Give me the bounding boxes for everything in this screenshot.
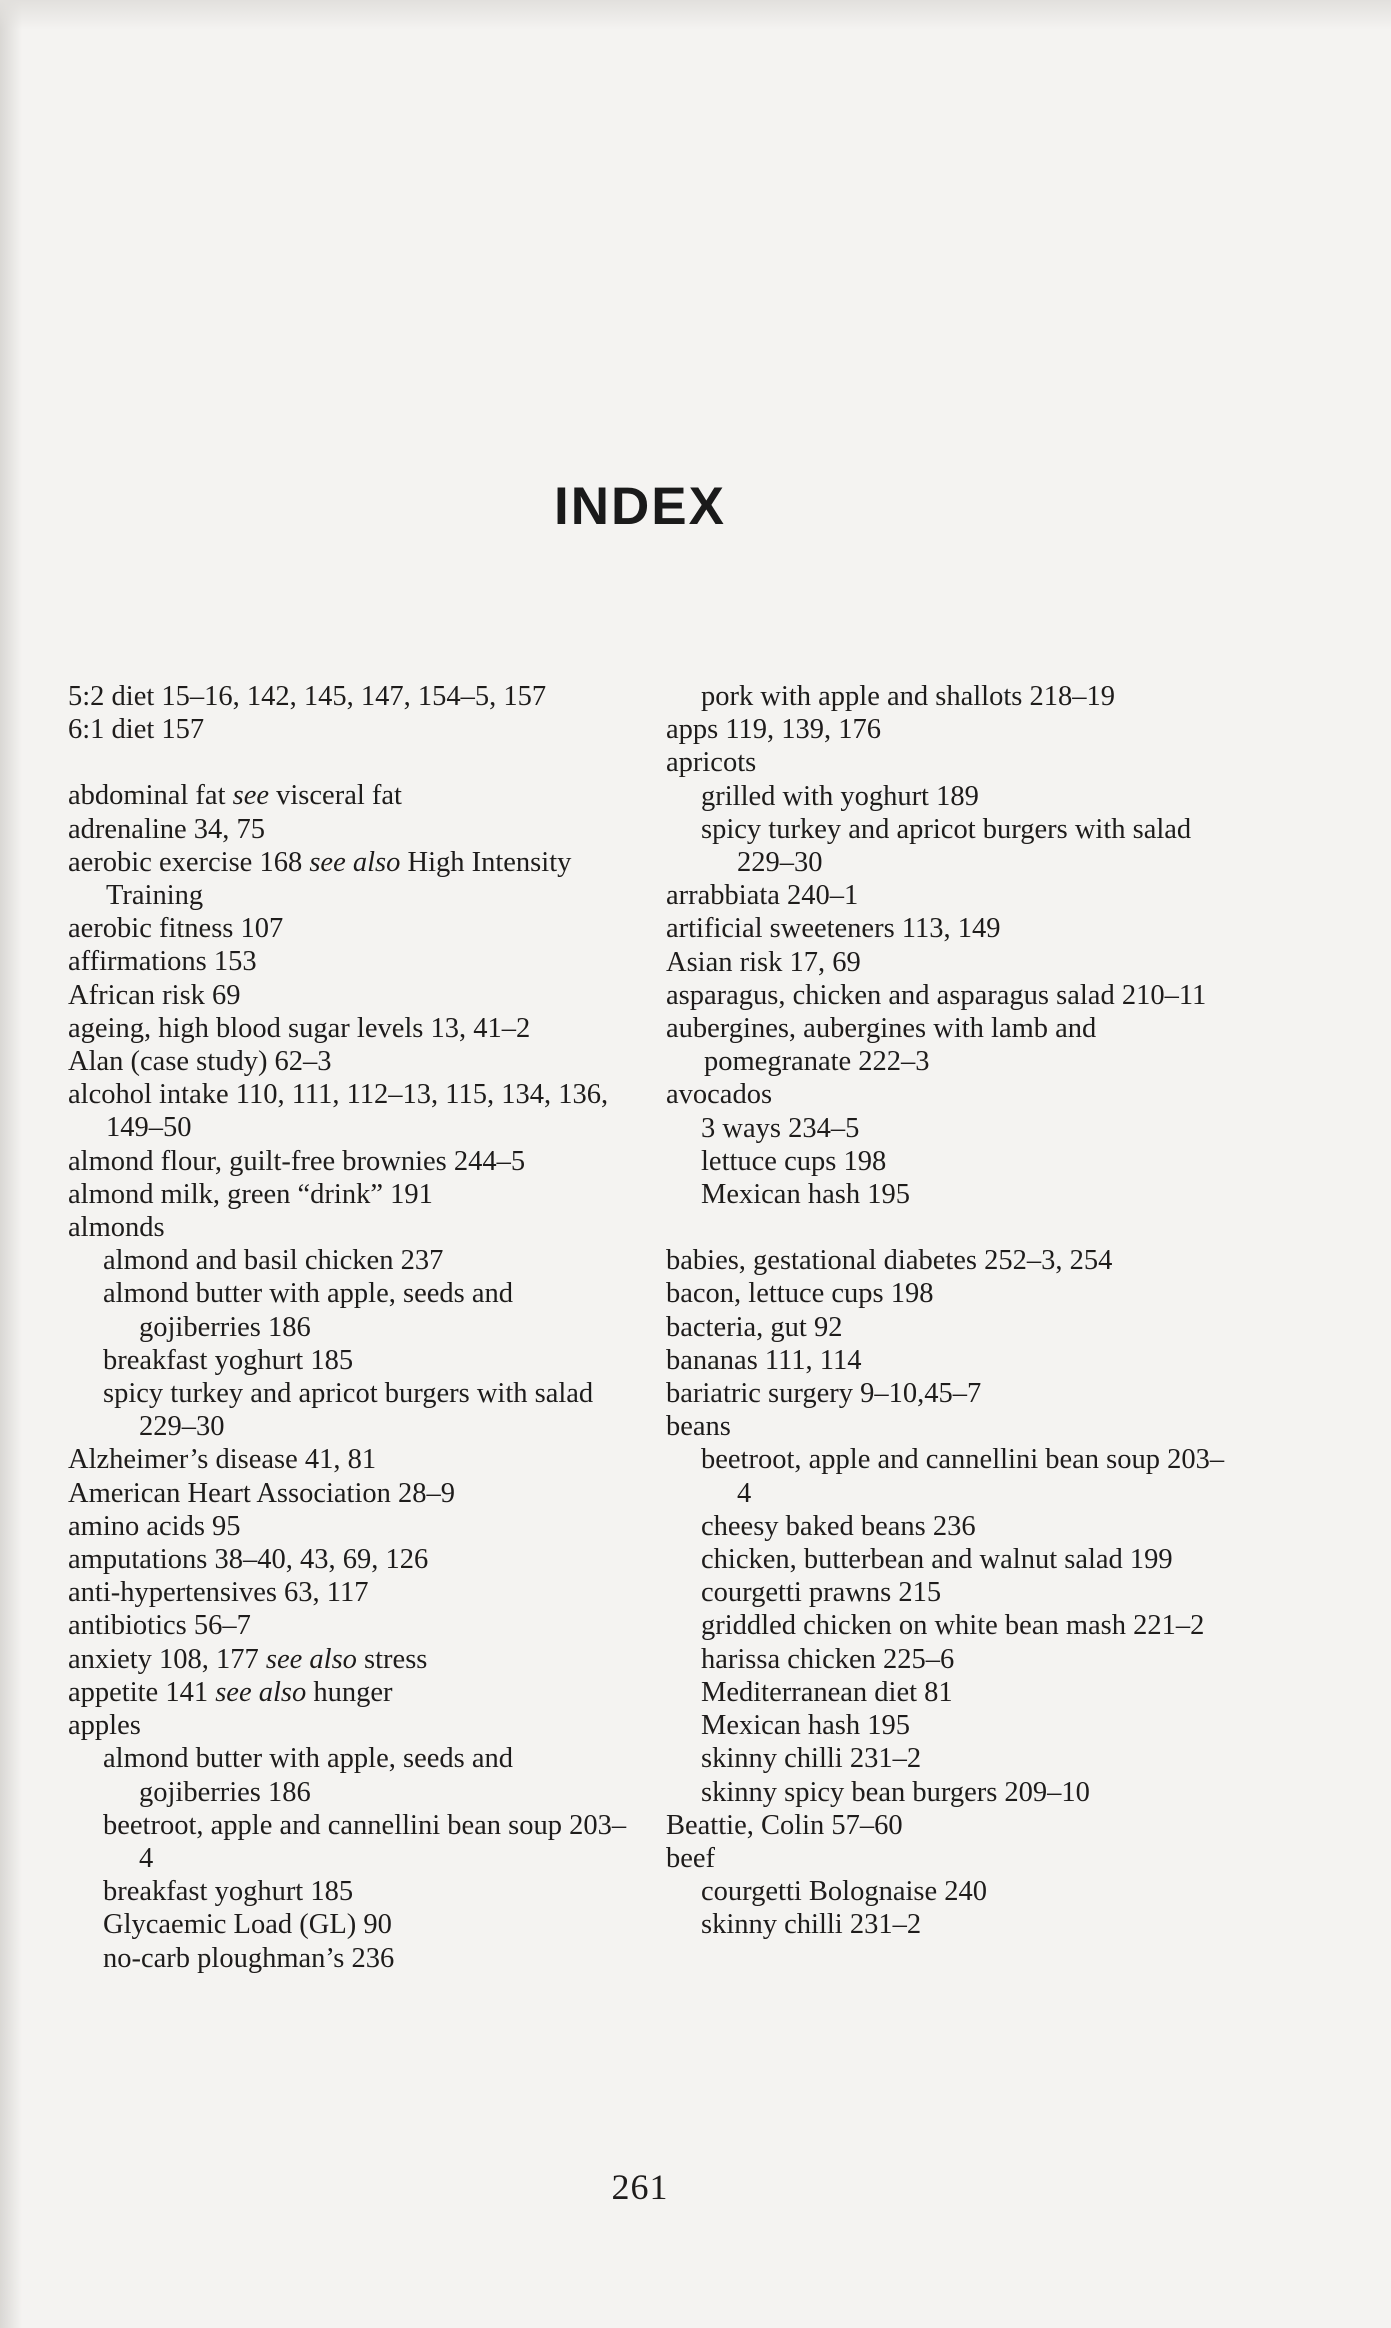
index-entry: ageing, high blood sugar levels 13, 41–2	[68, 1012, 531, 1044]
index-subentry: beetroot, apple and cannellini bean soup 203–4	[701, 1444, 1225, 1509]
index-subentry: skinny chilli 231–2	[701, 1909, 922, 1941]
page-edge-shadow	[0, 0, 22, 2328]
index-entry: artificial sweeteners 113, 149	[666, 913, 1001, 945]
index-entry: amino acids 95	[68, 1510, 241, 1542]
index-subentry: almond butter with apple, seeds and gojiberries 186	[103, 1743, 513, 1808]
index-entry: adrenaline 34, 75	[68, 813, 266, 845]
index-entry: bananas 111, 114	[666, 1344, 862, 1376]
index-subentry: beetroot, apple and cannellini bean soup 203–4	[103, 1809, 627, 1874]
index-entry: African risk 69	[68, 979, 241, 1011]
index-subentry: grilled with yoghurt 189	[701, 780, 979, 812]
index-entry: bacon, lettuce cups 198	[666, 1278, 934, 1310]
index-subentry: courgetti Bolognaise 240	[701, 1876, 988, 1908]
index-subentry: chicken, butterbean and walnut salad 199	[701, 1544, 1173, 1576]
index-subentry: Mediterranean diet 81	[701, 1676, 953, 1708]
index-subentry: griddled chicken on white bean mash 221–2	[701, 1610, 1205, 1642]
index-entry: aubergines, aubergines with lamb and pomegranate 222–3	[666, 1013, 1097, 1078]
index-entry: bacteria, gut 92	[666, 1311, 843, 1343]
index-entry: beef	[666, 1842, 716, 1874]
index-entry: 5:2 diet 15–16, 142, 145, 147, 154–5, 157	[68, 681, 547, 712]
index-entry: almond milk, green “drink” 191	[68, 1178, 433, 1210]
index-entry: aerobic exercise 168 see also High Intensity Training	[68, 846, 572, 912]
index-subentry: no-carb ploughman’s 236	[103, 1942, 395, 1974]
index-entry: abdominal fat see visceral fat	[68, 780, 402, 812]
index-subentry: almond and basil chicken 237	[103, 1245, 444, 1277]
index-subentry: spicy turkey and apricot burgers with salad 229–30	[103, 1378, 594, 1443]
index-subentry: 3 ways 234–5	[701, 1112, 860, 1144]
index-subentry: pork with apple and shallots 218–19	[701, 681, 1115, 712]
page-number: 261	[611, 2167, 669, 2207]
index-subentry: breakfast yoghurt 185	[103, 1876, 354, 1908]
index-subentry: lettuce cups 198	[701, 1145, 887, 1177]
index-column-left	[68, 680, 628, 1975]
index-entry: apples	[68, 1710, 141, 1742]
index-subentry: courgetti prawns 215	[701, 1577, 942, 1609]
index-entry: anxiety 108, 177 see also stress	[68, 1643, 428, 1675]
index-entry: avocados	[666, 1079, 773, 1111]
index-entry: babies, gestational diabetes 252–3, 254	[666, 1245, 1113, 1277]
index-entry: appetite 141 see also hunger	[68, 1676, 393, 1708]
index-subentry: harissa chicken 225–6	[701, 1643, 955, 1675]
page-title: INDEX	[554, 477, 726, 536]
index-entry: Alan (case study) 62–3	[68, 1046, 332, 1078]
index-subentry: spicy turkey and apricot burgers with salad 229–30	[701, 813, 1192, 879]
index-subentry: Mexican hash 195	[701, 1179, 910, 1211]
index-subentry: breakfast yoghurt 185	[103, 1344, 354, 1376]
page-top-shadow	[0, 0, 1391, 30]
index-entry: affirmations 153	[68, 946, 257, 978]
index-entry: apps 119, 139, 176	[666, 714, 882, 746]
index-entry: 6:1 diet 157	[68, 714, 205, 746]
index-subentry: skinny chilli 231–2	[701, 1743, 922, 1775]
index-entry: almonds	[68, 1212, 165, 1244]
index-entry: antibiotics 56–7	[68, 1610, 251, 1642]
index-column-right	[666, 680, 1226, 1942]
index-entry: Asian risk 17, 69	[666, 946, 861, 978]
index-entry: asparagus, chicken and asparagus salad 210–11	[666, 979, 1207, 1011]
index-entry: Beattie, Colin 57–60	[666, 1809, 903, 1841]
section-gap	[666, 1211, 1226, 1244]
index-entry: American Heart Association 28–9	[68, 1477, 456, 1509]
index-subentry: almond butter with apple, seeds and gojiberries 186	[103, 1278, 513, 1343]
index-subentry: cheesy baked beans 236	[701, 1510, 976, 1542]
index-entry: beans	[666, 1411, 731, 1443]
index-entry: arrabbiata 240–1	[666, 880, 859, 912]
index-subentry: Mexican hash 195	[701, 1710, 910, 1742]
index-subentry: Glycaemic Load (GL) 90	[103, 1909, 392, 1941]
index-entry: bariatric surgery 9–10,45–7	[666, 1378, 982, 1410]
index-entry: anti-hypertensives 63, 117	[68, 1577, 369, 1609]
index-entry: apricots	[666, 747, 757, 779]
index-entry: Alzheimer’s disease 41, 81	[68, 1444, 377, 1476]
index-entry: aerobic fitness 107	[68, 913, 284, 945]
index-entry: alcohol intake 110, 111, 112–13, 115, 134, 136, 149–50	[68, 1079, 609, 1144]
index-entry: amputations 38–40, 43, 69, 126	[68, 1544, 429, 1576]
index-subentry: skinny spicy bean burgers 209–10	[701, 1776, 1090, 1808]
index-entry: almond flour, guilt-free brownies 244–5	[68, 1145, 526, 1177]
section-gap	[68, 746, 628, 779]
